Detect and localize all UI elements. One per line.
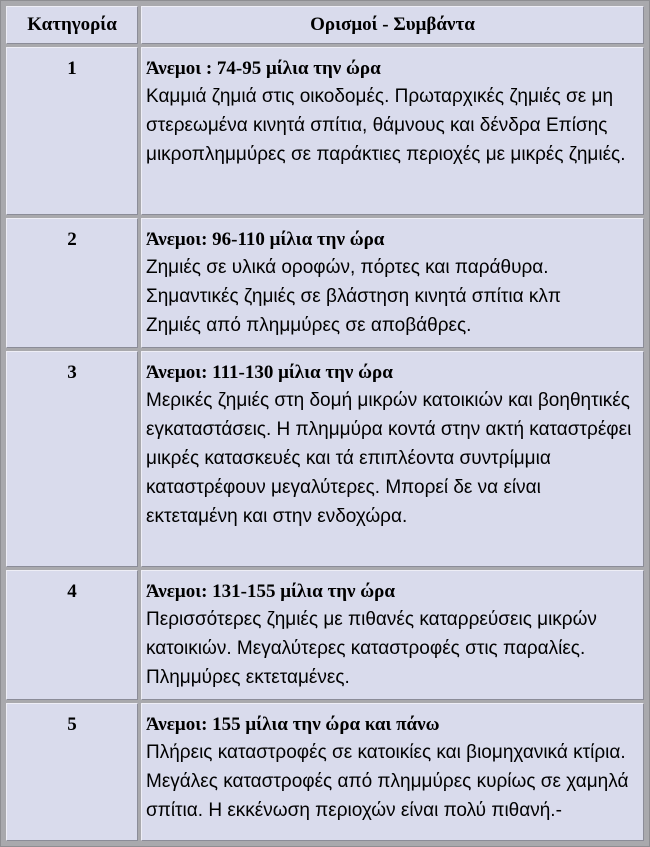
definition-cell [141, 703, 644, 841]
category-number: 5 [6, 703, 138, 841]
category-number: 1 [6, 47, 138, 215]
category-number: 3 [6, 351, 138, 567]
definition-cell [141, 570, 644, 700]
wind-speed: Άνεμοι: 131-155 μίλια την ώρα [146, 581, 395, 602]
definition-cell [141, 351, 644, 567]
table-row [6, 351, 644, 567]
wind-speed: Άνεμοι: 111-130 μίλια την ώρα [146, 362, 393, 383]
category-number: 4 [6, 570, 138, 700]
header-category: Κατηγορία [6, 6, 138, 44]
definition-cell [141, 47, 644, 215]
table-row [6, 570, 644, 700]
table-row [6, 47, 644, 215]
header-definitions: Ορισμοί - Συμβάντα [141, 6, 644, 44]
table-row [6, 218, 644, 348]
damage-description: Ζημιές σε υλικά οροφών, πόρτες και παράθυρα. Σημαντικές ζημιές σε βλάστηση κινητά σπίτια κλπ Ζημιές από πλημμύρες σε αποβάθρες. [146, 257, 561, 336]
damage-description: Πλήρεις καταστροφές σε κατοικίες και βιομηχανικά κτίρια. Μεγάλες καταστροφές από πλημμύρες κυρίως σε χαμηλά σπίτια. Η εκκένωση περιοχών είναι πολύ πιθανή.- [146, 742, 629, 821]
wind-speed: Άνεμοι: 155 μίλια την ώρα και πάνω [146, 714, 440, 735]
damage-description: Περισσότερες ζημιές με πιθανές καταρρεύσεις μικρών κατοικιών. Μεγαλύτερες καταστροφές στις παραλίες. Πλημμύρες εκτεταμένες. [146, 609, 597, 688]
category-number: 2 [6, 218, 138, 348]
damage-description: Μερικές ζημιές στη δομή μικρών κατοικιών και βοηθητικές εγκαταστάσεις. Η πλημμύρα κοντά στην ακτή καταστρέφει μικρές κατασκευές και τά επιπλέοντα συντρίμμια καταστρέφουν μεγαλύτερες. Μπορεί δε να είναι εκτεταμένη και στην ενδοχώρα. [146, 390, 632, 527]
wind-speed: Άνεμοι : 74-95 μίλια την ώρα [146, 58, 381, 79]
wind-speed: Άνεμοι: 96-110 μίλια την ώρα [146, 229, 385, 250]
header-row [6, 6, 644, 44]
table-row [6, 703, 644, 841]
damage-description: Καμμιά ζημιά στις οικοδομές. Πρωταρχικές ζημιές σε μη στερεωμένα κινητά σπίτια, θάμνους και δένδρα Επίσης μικροπλημμύρες σε παράκτιες περιοχές με μικρές ζημιές. [146, 86, 626, 165]
definition-cell [141, 218, 644, 348]
hurricane-category-table [3, 3, 647, 844]
